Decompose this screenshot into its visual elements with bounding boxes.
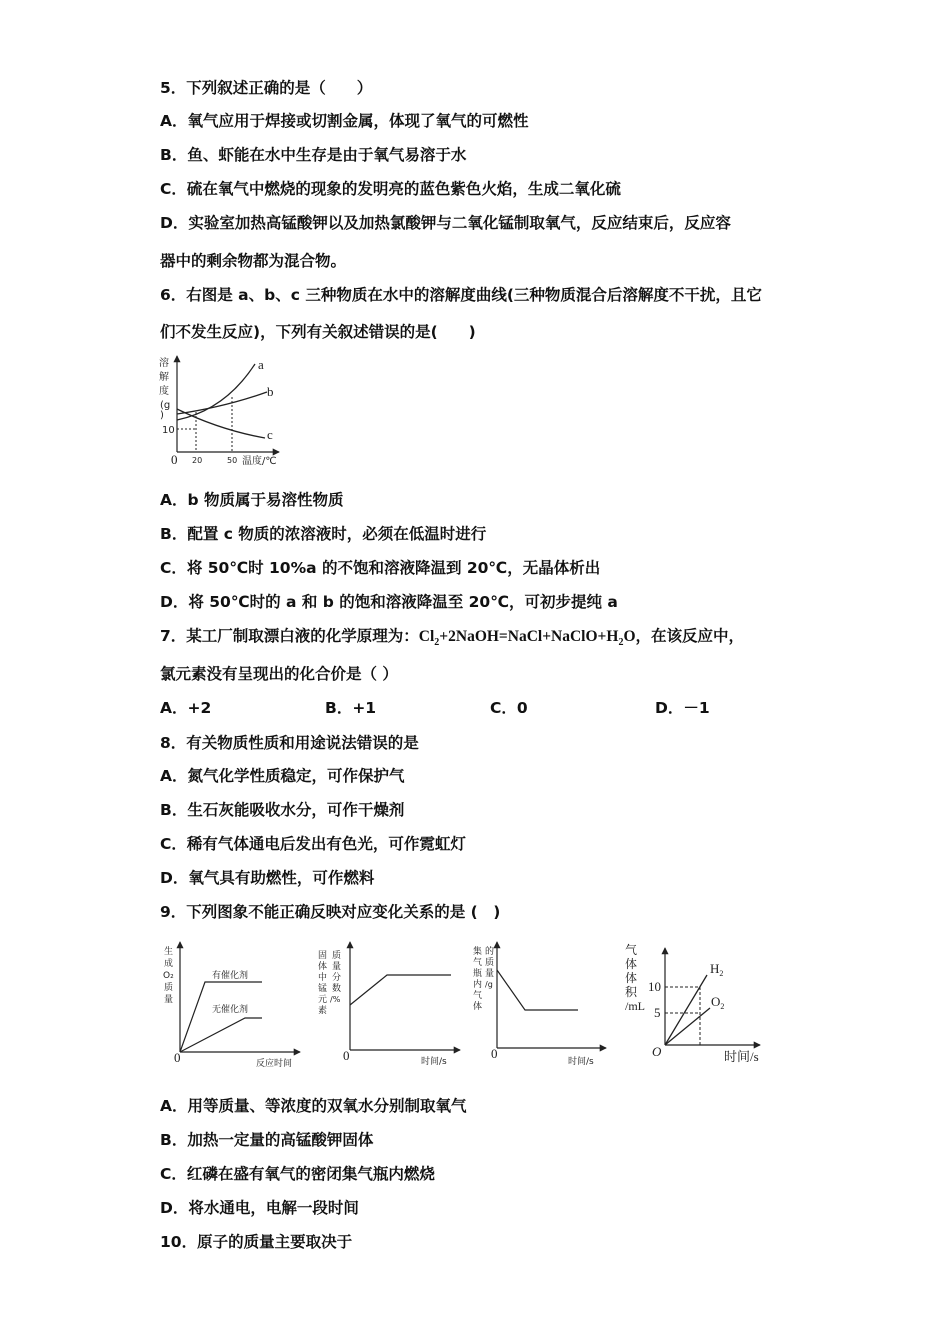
svg-text:气: 气 xyxy=(473,958,483,968)
q5-option-a: A．氧气应用于焊接或切割金属，体现了氧气的可燃性 xyxy=(160,112,529,130)
svg-text:内: 内 xyxy=(473,980,483,990)
curve-with-catalyst xyxy=(180,982,262,1052)
x-axis-label: 时间/s xyxy=(568,1057,594,1067)
svg-text:/g: /g xyxy=(485,980,493,989)
curve-without-catalyst xyxy=(180,1018,262,1052)
y-tick-10: 10 xyxy=(162,425,175,436)
origin-label: 0 xyxy=(174,1050,181,1065)
q7-stem-line2: 氯元素没有呈现出的化合价是（ ） xyxy=(160,665,398,683)
q6-option-a: A．b 物质属于易溶性物质 xyxy=(160,491,344,509)
x-axis-label: 时间/s xyxy=(724,1049,759,1064)
y-axis-label xyxy=(473,945,494,1012)
line-o2 xyxy=(665,1008,710,1045)
q8-option-c: C．稀有气体通电后发出有色光，可作霓虹灯 xyxy=(160,835,466,853)
y-axis-label xyxy=(625,942,645,1013)
svg-text:生: 生 xyxy=(164,947,174,957)
svg-text:/mL: /mL xyxy=(625,999,645,1013)
svg-text:/%: /% xyxy=(330,995,341,1004)
q9-option-d: D．将水通电，电解一段时间 xyxy=(160,1199,359,1217)
line-h2 xyxy=(665,975,707,1045)
q9-graph-c xyxy=(470,940,610,1070)
q6-stem-line2: 们不发生反应)，下列有关叙述错误的是( ) xyxy=(160,323,476,341)
svg-text:瓶: 瓶 xyxy=(473,969,483,979)
svg-text:中: 中 xyxy=(318,973,328,983)
curve-b xyxy=(177,392,267,414)
y-label-char: 解 xyxy=(159,372,169,383)
origin-label: 0 xyxy=(343,1048,350,1063)
q6-option-d: D．将 50℃时的 a 和 b 的饱和溶液降温至 20℃，可初步提纯 a xyxy=(160,593,618,611)
q8-option-d: D．氧气具有助燃性，可作燃料 xyxy=(160,869,375,887)
q7-option-a: A．+2 xyxy=(160,699,212,717)
svg-text:分: 分 xyxy=(332,973,342,983)
q9-graph-b xyxy=(315,940,465,1070)
q7-stem-prefix: 7．某工厂制取漂白液的化学原理为： xyxy=(160,627,419,645)
y-axis-label xyxy=(159,356,170,421)
q7-stem-suffix: ，在该反应中， xyxy=(635,627,745,645)
q6-stem-line1: 6．右图是 a、b、c 三种物质在水中的溶解度曲线(三种物质混合后溶解度不干扰，且它 xyxy=(160,286,762,304)
svg-text:元: 元 xyxy=(318,995,328,1005)
q9-option-a: A．用等质量、等浓度的双氧水分别制取氧气 xyxy=(160,1097,467,1115)
x-axis-label: 温度/℃ xyxy=(242,456,277,467)
svg-text:集: 集 xyxy=(473,947,483,957)
svg-text:的: 的 xyxy=(485,947,495,957)
svg-text:固: 固 xyxy=(318,951,328,961)
q8-option-a: A．氮气化学性质稳定，可作保护气 xyxy=(160,767,405,785)
y-tick-10: 10 xyxy=(648,979,661,994)
svg-text:气: 气 xyxy=(625,943,638,957)
svg-text:质: 质 xyxy=(485,958,495,968)
q7-option-d: D．－1 xyxy=(655,699,710,717)
q5-option-c: C．硫在氧气中燃烧的现象的发明亮的蓝色紫色火焰，生成二氧化硫 xyxy=(160,180,621,198)
svg-text:O₂: O₂ xyxy=(163,971,174,981)
label-without-catalyst: 无催化剂 xyxy=(212,1005,249,1015)
q5-option-d-line2: 器中的剩余物都为混合物。 xyxy=(160,252,347,270)
q9-graph-a xyxy=(160,940,305,1070)
q9-option-b: B．加热一定量的高锰酸钾固体 xyxy=(160,1131,374,1149)
svg-text:质: 质 xyxy=(332,951,342,961)
origin-label: 0 xyxy=(491,1046,498,1061)
q5-option-d-line1: D．实验室加热高锰酸钾以及加热氯酸钾与二氧化锰制取氧气，反应结束后，反应容 xyxy=(160,214,731,232)
svg-text:体: 体 xyxy=(625,957,638,971)
label-with-catalyst: 有催化剂 xyxy=(212,971,249,981)
svg-text:成: 成 xyxy=(164,959,174,969)
curve-c xyxy=(177,409,265,438)
q7-stem-line1 xyxy=(160,626,744,653)
origin-label: O xyxy=(652,1044,662,1059)
label-h2: $H_2$ xyxy=(710,961,724,978)
q6-option-b: B．配置 c 物质的浓溶液时，必须在低温时进行 xyxy=(160,525,487,543)
curve-mn-fraction xyxy=(350,975,451,1005)
q8-stem: 8．有关物质性质和用途说法错误的是 xyxy=(160,734,419,752)
x-tick-50: 50 xyxy=(227,456,238,465)
q10-stem: 10．原子的质量主要取决于 xyxy=(160,1233,353,1251)
svg-text:素: 素 xyxy=(318,1006,328,1016)
svg-text:数: 数 xyxy=(332,984,342,994)
y-label-char: 度 xyxy=(159,386,169,397)
q5-option-b: B．鱼、虾能在水中生存是由于氧气易溶于水 xyxy=(160,146,467,164)
svg-text:量: 量 xyxy=(164,995,174,1005)
q9-stem: 9．下列图象不能正确反映对应变化关系的是 ( ) xyxy=(160,903,501,921)
curve-gas-mass xyxy=(497,970,578,1010)
q7-equation: $Cl_2+2NaOH=NaCl+NaClO+H_2O$ xyxy=(418,628,636,649)
label-o2: $O_2$ xyxy=(711,994,725,1011)
svg-text:锰: 锰 xyxy=(318,984,328,994)
y-axis-label xyxy=(163,945,174,1005)
q8-option-b: B．生石灰能吸收水分，可作干燥剂 xyxy=(160,801,405,819)
q7-option-b: B．+1 xyxy=(325,699,377,717)
svg-text:量: 量 xyxy=(332,962,342,972)
y-label-char: ) xyxy=(160,410,164,421)
q6-solubility-figure xyxy=(155,352,295,470)
svg-text:积: 积 xyxy=(625,985,638,999)
q7-option-c: C．0 xyxy=(490,699,528,717)
svg-text:气: 气 xyxy=(473,991,483,1001)
y-axis-label xyxy=(318,949,341,1016)
curve-b-label: b xyxy=(267,384,274,399)
q6-option-c: C．将 50℃时 10%a 的不饱和溶液降温到 20℃，无晶体析出 xyxy=(160,559,601,577)
y-label-char: 溶 xyxy=(159,358,169,369)
x-axis-label: 反应时间 xyxy=(256,1059,293,1069)
x-tick-20: 20 xyxy=(192,456,203,465)
origin-label: 0 xyxy=(171,452,178,467)
svg-text:体: 体 xyxy=(625,971,638,985)
svg-text:体: 体 xyxy=(318,962,328,972)
curve-c-label: c xyxy=(267,427,273,442)
q9-graph-d xyxy=(620,940,770,1070)
q5-stem: 5．下列叙述正确的是（ ） xyxy=(160,79,373,97)
q9-option-c: C．红磷在盛有氧气的密闭集气瓶内燃烧 xyxy=(160,1165,435,1183)
y-label-char: (g xyxy=(160,400,171,411)
svg-text:量: 量 xyxy=(485,969,495,979)
y-tick-5: 5 xyxy=(654,1005,661,1020)
curve-a-label: a xyxy=(258,357,264,372)
svg-text:质: 质 xyxy=(164,983,174,993)
x-axis-label: 时间/s xyxy=(421,1057,447,1067)
svg-text:体: 体 xyxy=(473,1002,483,1012)
